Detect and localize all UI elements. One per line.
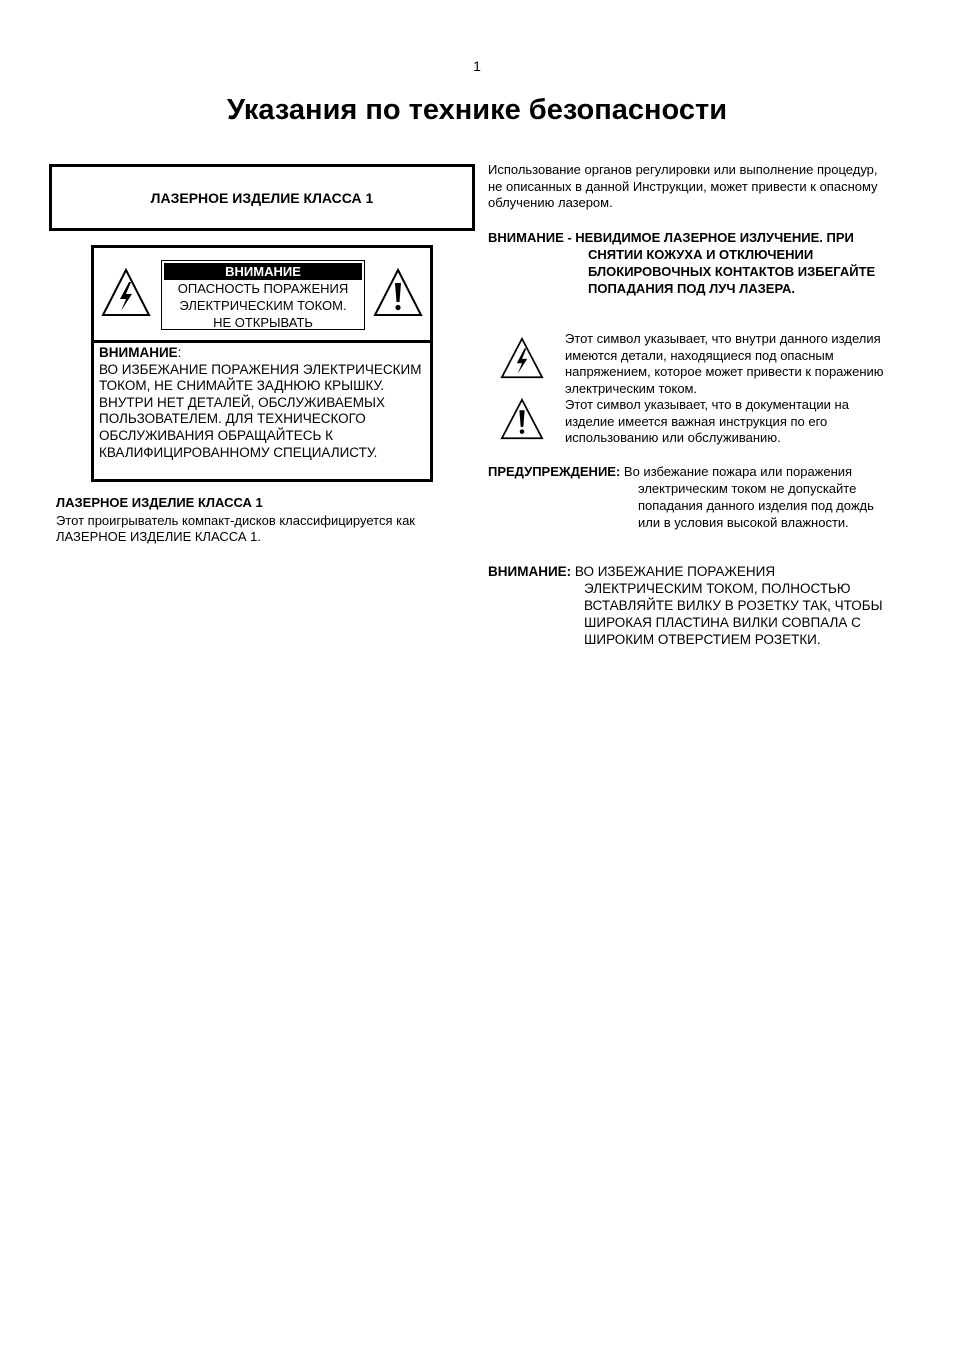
fire-warning-lead: Во избежание пожара или поражения [623, 464, 853, 479]
exclamation-symbol-icon [500, 398, 544, 440]
lightning-symbol-text: Этот символ указывает, что внутри данного изделия имеются детали, находящиеся под опасным напряжением, которое может привести к поражению электрическим током. [565, 331, 884, 396]
caution-body-text: ВО ИЗБЕЖАНИЕ ПОРАЖЕНИЯ ЭЛЕКТРИЧЕСКИМ ТОКОМ, НЕ СНИМАЙТЕ ЗАДНЮЮ КРЫШКУ. ВНУТРИ НЕТ ДЕТАЛЕЙ, ОБСЛУЖИВАЕМЫХ ПОЛЬЗОВАТЕЛЕМ. ДЛЯ ТЕХНИЧЕСКОГО ОБСЛУЖИВАНИЯ ОБРАЩАЙТЕСЬ К КВАЛИФИЦИРОВАННОМУ СПЕЦИАЛИСТУ. [99, 361, 422, 460]
exclamation-symbol-text: Этот символ указывает, что в документации на изделие имеется важная инструкция по его использованию или обслуживанию. [565, 397, 849, 446]
caution-sticker-header: ВНИМАНИЕ [164, 263, 362, 280]
plug-attention-lead: ВО ИЗБЕЖАНИЕ ПОРАЖЕНИЯ [574, 564, 776, 579]
laser-warning [488, 229, 898, 297]
exclamation-warning-icon [373, 268, 423, 318]
lightning-warning-icon [101, 268, 151, 318]
lightning-symbol-icon [500, 337, 544, 379]
caution-body [99, 345, 425, 461]
caution-body-label: ВНИМАНИЕ [99, 345, 178, 360]
caution-sticker [161, 260, 365, 330]
laser-class-label: ЛАЗЕРНОЕ ИЗДЕЛИЕ КЛАССА 1 [150, 189, 374, 206]
fire-warning-rest: электрическим током не допускайте попадания данного изделия под дождь или в условия высокой влажности. [638, 481, 874, 530]
caution-body-colon: : [177, 345, 182, 360]
laser-section-text: Этот проигрыватель компакт-дисков классифицируется как ЛАЗЕРНОЕ ИЗДЕЛИЕ КЛАССА 1. [56, 513, 415, 544]
plug-attention-label: ВНИМАНИЕ: [488, 564, 572, 579]
laser-warning-lead: ВНИМАНИЕ - НЕВИДИМОЕ ЛАЗЕРНОЕ ИЗЛУЧЕНИЕ. ПРИ [488, 230, 854, 245]
page-title: Указания по технике безопасности [226, 94, 728, 126]
caution-sticker-line1: ОПАСНОСТЬ ПОРАЖЕНИЯ [177, 281, 349, 296]
laser-warning-rest: СНЯТИИ КОЖУХА И ОТКЛЮЧЕНИИ БЛОКИРОВОЧНЫХ КОНТАКТОВ ИЗБЕГАЙТЕ ПОПАДАНИЯ ПОД ЛУЧ ЛАЗЕРА. [588, 247, 876, 296]
caution-panel [91, 245, 433, 482]
laser-section-heading: ЛАЗЕРНОЕ ИЗДЕЛИЕ КЛАССА 1 [56, 495, 263, 510]
caution-sticker-line2: ЭЛЕКТРИЧЕСКИМ ТОКОМ. [179, 298, 347, 313]
caution-sticker-line3: НЕ ОТКРЫВАТЬ [213, 315, 313, 330]
fire-warning [488, 463, 898, 531]
plug-attention [488, 563, 898, 648]
plug-attention-rest: ЭЛЕКТРИЧЕСКИМ ТОКОМ, ПОЛНОСТЬЮ ВСТАВЛЯЙТЕ ВИЛКУ В РОЗЕТКУ ТАК, ЧТОБЫ ШИРОКАЯ ПЛАСТИНА ВИЛКИ СОВПАЛА С ШИРОКИМ ОТВЕРСТИЕМ РОЗЕТКИ. [584, 581, 883, 647]
intro-paragraph: Использование органов регулировки или выполнение процедур, не описанных в данной Инструкции, может привести к опасному облучению лазером. [488, 162, 878, 210]
caution-label-area [94, 248, 430, 343]
fire-warning-label: ПРЕДУПРЕЖДЕНИЕ: [488, 464, 621, 479]
laser-class-box [49, 164, 475, 231]
page-number: 1 [473, 58, 481, 74]
